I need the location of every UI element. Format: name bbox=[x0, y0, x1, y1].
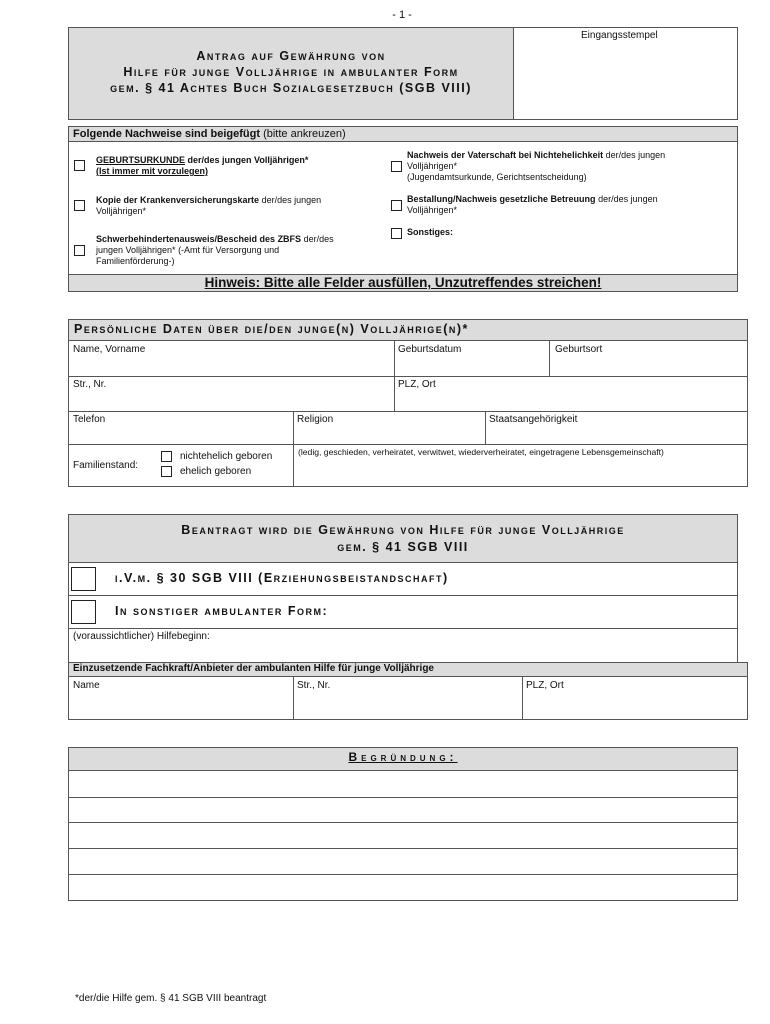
disability-id-bold: Schwerbehindertenausweis/Bescheid des ZBFS bbox=[96, 234, 302, 244]
birthdate-field[interactable]: Geburtsdatum bbox=[398, 344, 462, 355]
paternity-label bbox=[407, 150, 665, 183]
name-field[interactable]: Name, Vorname bbox=[73, 344, 146, 355]
request-header-line-1: Beantragt wird die Gewährung von Hilfe für junge Volljährige bbox=[181, 523, 625, 537]
guardianship-line2: Volljährigen* bbox=[407, 205, 458, 215]
unmarried-birth-checkbox[interactable] bbox=[161, 451, 172, 462]
disability-id-label bbox=[96, 234, 334, 267]
birth-certificate-note: (Ist immer mit vorzulegen) bbox=[96, 166, 209, 176]
birthplace-field[interactable]: Geburtsort bbox=[555, 344, 603, 355]
guardianship-checkbox[interactable] bbox=[391, 200, 402, 211]
educational-assistance-label: i.V.m. § 30 SGB VIII (Erziehungsbeistandschaft) bbox=[115, 571, 449, 585]
stamp-label: Eingangsstempel bbox=[581, 30, 658, 41]
reason-line[interactable] bbox=[68, 874, 738, 875]
col-divider bbox=[522, 677, 523, 720]
disability-id-line3: Familienförderung-) bbox=[96, 256, 175, 266]
guardianship-bold: Bestallung/Nachweis gesetzliche Betreuung bbox=[407, 194, 596, 204]
hint-text: Hinweis: Bitte alle Felder ausfüllen, Unzutreffendes streichen! bbox=[204, 275, 602, 290]
row-divider bbox=[68, 376, 748, 377]
family-status-options: (ledig, geschieden, verheiratet, verwitwet, wiederverheiratet, eingetragene Lebensgemeinschaft) bbox=[298, 447, 664, 457]
other-checkbox[interactable] bbox=[391, 228, 402, 239]
col-divider bbox=[293, 411, 294, 487]
insurance-card-checkbox[interactable] bbox=[74, 200, 85, 211]
row-divider bbox=[68, 444, 748, 445]
married-birth-checkbox[interactable] bbox=[161, 466, 172, 477]
title-line-1: Antrag auf Gewährung von bbox=[196, 49, 386, 63]
guardianship-label bbox=[407, 194, 658, 216]
zip-city-field[interactable]: PLZ, Ort bbox=[398, 379, 436, 390]
insurance-card-bold: Kopie der Krankenversicherungskarte bbox=[96, 195, 260, 205]
insurance-card-label bbox=[96, 195, 321, 217]
row-divider bbox=[68, 411, 748, 412]
citizenship-field[interactable]: Staatsangehörigkeit bbox=[489, 414, 578, 425]
insurance-card-line2: Volljährigen* bbox=[96, 206, 147, 216]
reason-line[interactable] bbox=[68, 848, 738, 849]
educational-assistance-checkbox[interactable] bbox=[71, 567, 96, 591]
provider-zip-field[interactable]: PLZ, Ort bbox=[526, 680, 564, 691]
documents-header-text bbox=[73, 128, 346, 140]
paternity-rest: der/des jungen bbox=[603, 150, 666, 160]
page-number: - 1 - bbox=[392, 9, 412, 21]
birth-certificate-bold: GEBURTSURKUNDE bbox=[96, 155, 186, 165]
title-line-3: gem. § 41 Achtes Buch Sozialgesetzbuch (SGB VIII) bbox=[110, 81, 472, 95]
reason-line[interactable] bbox=[68, 797, 738, 798]
disability-id-line2: jungen Volljährigen* (-Amt für Versorgung und bbox=[96, 245, 280, 255]
disability-id-checkbox[interactable] bbox=[74, 245, 85, 256]
birth-certificate-rest: der/des jungen Volljährigen* bbox=[185, 155, 309, 165]
family-status-label: Familienstand: bbox=[73, 460, 139, 471]
paternity-checkbox[interactable] bbox=[391, 161, 402, 172]
provider-street-field[interactable]: Str., Nr. bbox=[297, 680, 331, 691]
personal-header-text: Persönliche Daten über die/den junge(n) Volljährige(n)* bbox=[74, 322, 469, 336]
insurance-card-rest: der/des jungen bbox=[259, 195, 322, 205]
birth-certificate-label bbox=[96, 155, 308, 177]
birth-certificate-checkbox[interactable] bbox=[74, 160, 85, 171]
provider-name-field[interactable]: Name bbox=[73, 680, 100, 691]
unmarried-birth-label: nichtehelich geboren bbox=[180, 451, 273, 462]
row-divider bbox=[68, 595, 738, 596]
row-divider bbox=[68, 628, 738, 629]
other-label bbox=[407, 227, 453, 238]
reason-header-text: Begründung: bbox=[348, 750, 458, 764]
col-divider bbox=[293, 677, 294, 720]
reason-line[interactable] bbox=[68, 822, 738, 823]
col-divider bbox=[549, 341, 550, 376]
col-divider bbox=[485, 411, 486, 444]
other-outpatient-checkbox[interactable] bbox=[71, 600, 96, 624]
phone-field[interactable]: Telefon bbox=[73, 414, 106, 425]
married-birth-label: ehelich geboren bbox=[180, 466, 252, 477]
footnote: *der/die Hilfe gem. § 41 SGB VIII beantragt bbox=[75, 993, 267, 1004]
form-title bbox=[68, 48, 514, 96]
paternity-bold: Nachweis der Vaterschaft bei Nichtehelichkeit bbox=[407, 150, 604, 160]
religion-field[interactable]: Religion bbox=[297, 414, 334, 425]
street-field[interactable]: Str., Nr. bbox=[73, 379, 107, 390]
documents-header-rest: (bitte ankreuzen) bbox=[260, 128, 346, 140]
disability-id-rest: der/des bbox=[301, 234, 334, 244]
paternity-line2: Volljährigen* bbox=[407, 161, 458, 171]
col-divider bbox=[394, 341, 395, 411]
request-header-line-2: gem. § 41 SGB VIII bbox=[337, 540, 469, 554]
guardianship-rest: der/des jungen bbox=[595, 194, 658, 204]
other-outpatient-label: In sonstiger ambulanter Form: bbox=[115, 604, 329, 618]
help-start-field[interactable]: (voraussichtlicher) Hilfebeginn: bbox=[73, 631, 210, 642]
provider-header-text: Einzusetzende Fachkraft/Anbieter der ambulanten Hilfe für junge Volljährige bbox=[73, 663, 434, 674]
title-line-2: Hilfe für junge Volljährige in ambulanter Form bbox=[123, 65, 459, 79]
documents-header-bold: Folgende Nachweise sind beigefügt bbox=[73, 128, 261, 140]
paternity-line3: (Jugendamtsurkunde, Gerichtsentscheidung) bbox=[407, 172, 587, 182]
other-bold: Sonstiges: bbox=[407, 227, 454, 237]
request-header-text bbox=[68, 522, 738, 556]
